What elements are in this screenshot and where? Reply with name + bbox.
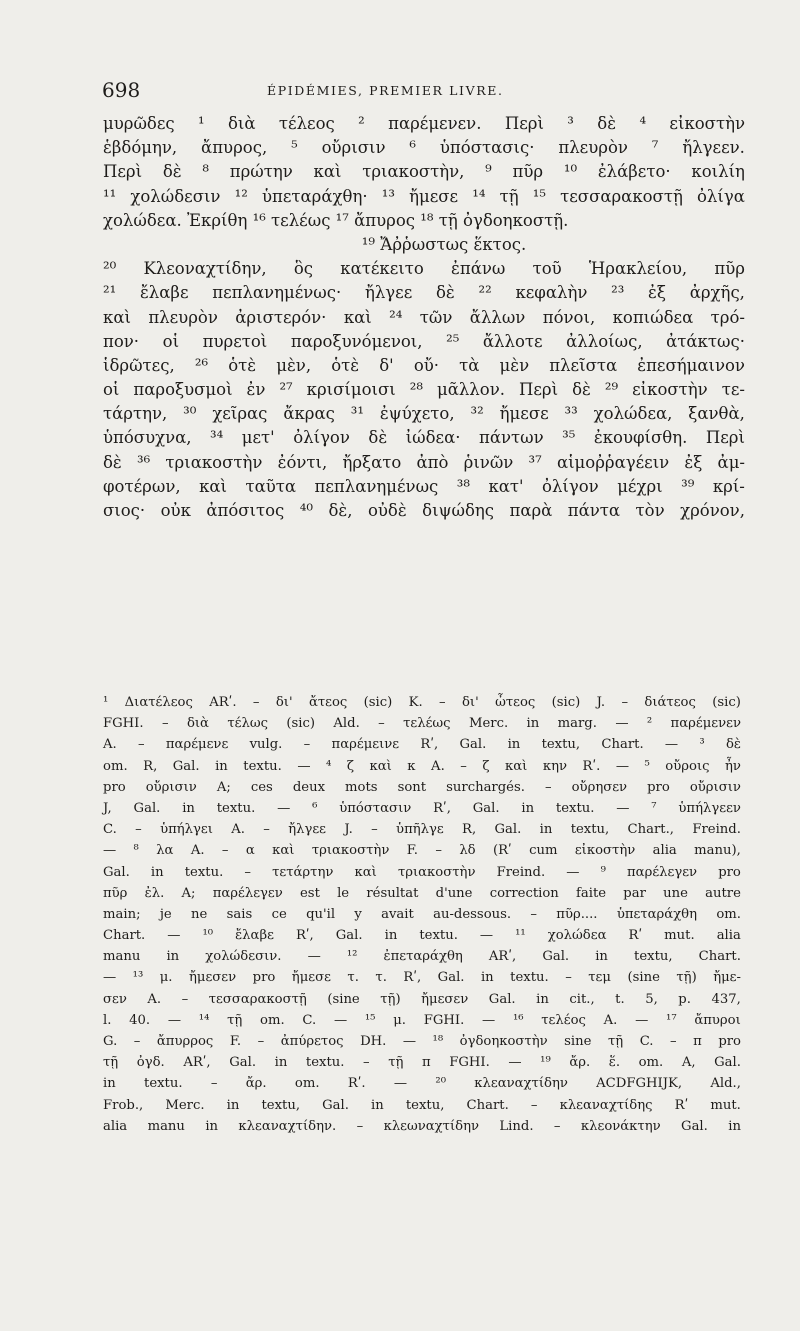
main-text-line: οἱ παροξυσμοὶ ἐν ²⁷ κρισίμοισι ²⁸ μᾶλλον. Περὶ δὲ ²⁹ εἰκοστὴν τε- — [103, 380, 745, 400]
footnotes — [103, 692, 741, 1137]
main-text-line: ἱδρῶτες, ²⁶ ὁτὲ μὲν, ὁτὲ δ' οὔ· τὰ μὲν πλεῖστα ἐπεσήμαινον — [103, 355, 745, 375]
footnote-line: l. 40. — ¹⁴ τῇ om. C. — ¹⁵ μ. FGHI. — ¹⁶ τελέος A. — ¹⁷ ἄπυροι — [103, 1012, 741, 1028]
main-text-line: ἑβδόμην, ἄπυρος, ⁵ οὔρισιν ⁶ ὑπόστασις· πλευρὸν ⁷ ἤλγεεν. — [103, 138, 745, 158]
footnote-line: pro οὔρισιν A; ces deux mots sont surchargés. – οὔρησεν pro οὔρισιν — [103, 779, 741, 795]
main-text-line: Περὶ δὲ ⁸ πρώτην καὶ τριακοστὴν, ⁹ πῦρ ¹⁰ ἐλάβετο· κοιλίη — [103, 162, 745, 182]
case-heading: ¹⁹ Ἄῤῥωστως ἕκτος. — [361, 234, 527, 254]
main-text-line: τάρτην, ³⁰ χεῖρας ἄκρας ³¹ ἐψύχετο, ³² ἤμεσε ³³ χολώδεα, ξανθὰ, — [103, 404, 745, 424]
main-text-line: δὲ ³⁶ τριακοστὴν ἐόντι, ἤρξατο ἀπὸ ῥινῶν ³⁷ αἱμοῤῥαγέειν ἐξ ἀμ- — [103, 452, 745, 472]
footnote-line: τῇ ὀγδ. ARʹ, Gal. in textu. – τῇ π FGHI. — ¹⁹ ἄρ. ἕ. om. A, Gal. — [103, 1055, 741, 1071]
footnote-line: Frob., Merc. in textu, Gal. in textu, Chart. – κλεαναχτίδης Rʹ mut. — [103, 1097, 741, 1113]
footnote-line: — ¹³ μ. ἤμεσεν pro ἤμεσε τ. τ. Rʹ, Gal. in textu. – τεμ (sine τῇ) ἤμε- — [103, 970, 741, 986]
main-text-line: ²⁰ Κλεοναχτίδην, ὃς κατέκειτο ἐπάνω τοῦ Ἡρακλείου, πῦρ — [103, 259, 745, 279]
main-text-line: ²¹ ἔλαβε πεπλανημένως· ἤλγεε δὲ ²² κεφαλὴν ²³ ἐξ ἀρχῆς, — [103, 283, 745, 303]
footnote-line: main; je ne sais ce qu'il y avait au-dessous. – πῦρ.... ὑπεταράχθη om. — [103, 906, 741, 922]
main-text-line: σιος· οὐκ ἀπόσιτος ⁴⁰ δὲ, οὐδὲ διψώδης παρὰ πάντα τὸν χρόνον, — [103, 501, 745, 520]
main-text-line: φοτέρων, καὶ ταῦτα πεπλανημένως ³⁸ κατ' ὀλίγον μέχρι ³⁹ κρί- — [103, 476, 745, 496]
main-text-line: καὶ πλευρὸν ἀριστερόν· καὶ ²⁴ τῶν ἄλλων πόνοι, κοπιώδεα τρό- — [103, 307, 745, 327]
main-text-line: ὑπόσυχνα, ³⁴ μετ' ὀλίγον δὲ ἰώδεα· πάντων ³⁵ ἐκουφίσθη. Περὶ — [103, 428, 745, 448]
footnote-line: ¹ Διατέλεος ARʹ. – δι' ἄτεος (sic) K. – δι' ὦτεος (sic) J. – διάτεος (sic) — [103, 695, 741, 710]
footnote-line: πῦρ ἐλ. A; παρέλεγεν est le résultat d'une correction faite par une autre — [103, 885, 741, 901]
main-text-line: μυρῶδες ¹ διὰ τέλεος ² παρέμενεν. Περὶ ³ δὲ ⁴ εἰκοστὴν — [103, 114, 745, 133]
main-text-line: πον· οἱ πυρετοὶ παροξυνόμενοι, ²⁵ ἄλλοτε ἀλλοίως, ἀτάκτως· — [103, 331, 745, 351]
main-text — [103, 112, 745, 523]
footnote-line: — ⁸ λα A. – α καὶ τριακοστὴν F. – λδ (Rʹ cum εἰκοστὴν alia manu), — [103, 843, 741, 859]
main-text-line: χολώδεα. Ἐκρίθη ¹⁶ τελέως ¹⁷ ἄπυρος ¹⁸ τῇ ὀγδοηκοστῇ. — [103, 210, 569, 230]
footnote-line: FGHI. – διὰ τέλως (sic) Ald. – τελέως Merc. in marg. — ² παρέμενεν — [103, 716, 741, 732]
running-head: ÉPIDÉMIES, PREMIER LIVRE. — [267, 83, 504, 98]
page-header — [102, 78, 742, 102]
footnote-line: σεν A. – τεσσαρακοστῇ (sine τῇ) ἤμεσεν Gal. in cit., t. 5, p. 437, — [103, 991, 741, 1007]
footnote-line: manu in χολώδεσιν. — ¹² ἐπεταράχθη ARʹ, Gal. in textu, Chart. — [103, 949, 741, 965]
page-number: 698 — [102, 78, 141, 102]
footnote-line: A. – παρέμενε vulg. – παρέμεινε Rʹ, Gal. in textu, Chart. — ³ δὲ — [103, 737, 741, 753]
footnote-line: in textu. – ἄρ. om. Rʹ. — ²⁰ κλεαναχτίδην ACDFGHIJK, Ald., — [103, 1076, 741, 1092]
main-text-line: ¹¹ χολώδεσιν ¹² ὑπεταράχθη· ¹³ ἤμεσε ¹⁴ τῇ ¹⁵ τεσσαρακοστῇ ὀλίγα — [103, 186, 745, 206]
footnote-line: G. – ἄπυρρος F. – ἀπύρετος DH. — ¹⁸ ὀγδοηκοστὴν sine τῇ C. – π pro — [103, 1034, 741, 1049]
footnote-line: J, Gal. in textu. — ⁶ ὑπόστασιν Rʹ, Gal. in textu. — ⁷ ὑπήλγεεν — [103, 800, 741, 816]
footnote-line: om. R, Gal. in textu. — ⁴ ζ καὶ κ A. – ζ καὶ κην Rʹ. — ⁵ οὔροις ἦν — [103, 758, 741, 774]
footnote-line: alia manu in κλεαναχτίδην. – κλεωναχτίδην Lind. – κλεονάκτην Gal. in — [103, 1118, 741, 1134]
footnote-line: C. – ὑπήλγει A. – ἤλγεε J. – ὑπῆλγε R, Gal. in textu, Chart., Freind. — [103, 822, 741, 838]
footnote-line: Chart. — ¹⁰ ἔλαβε Rʹ, Gal. in textu. — ¹¹ χολώδεα Rʹ mut. alia — [103, 928, 741, 944]
footnote-line: Gal. in textu. – τετάρτην καὶ τριακοστὴν Freind. — ⁹ παρέλεγεν pro — [103, 864, 741, 880]
